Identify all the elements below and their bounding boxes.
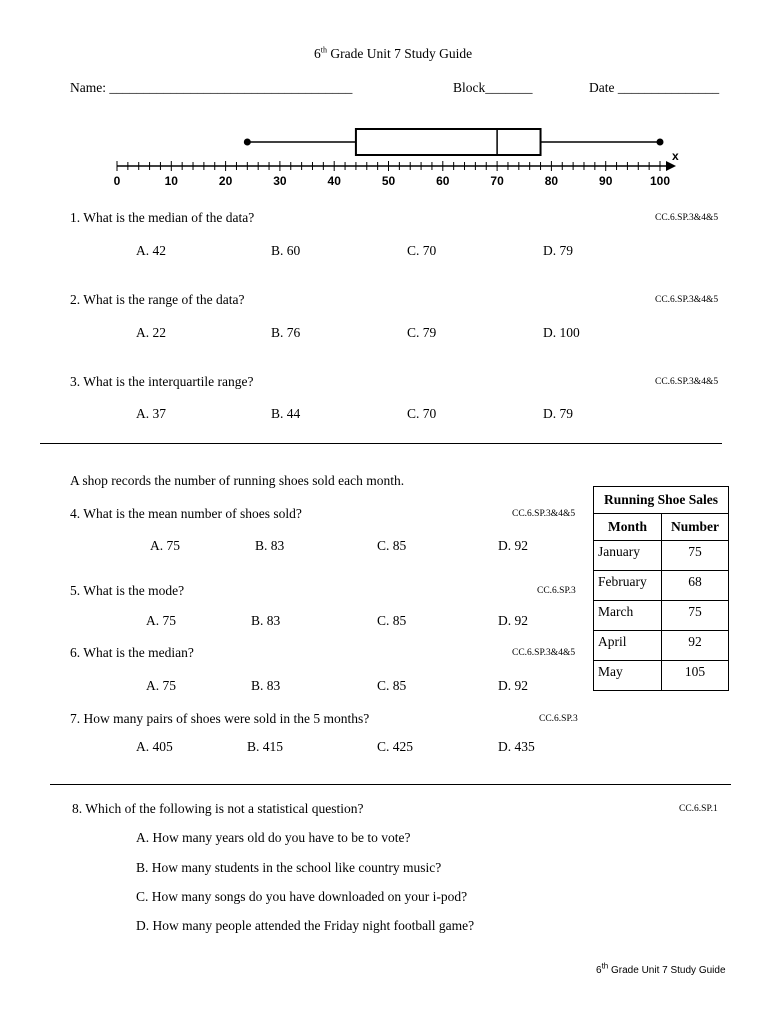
question-3	[70, 374, 253, 390]
date-field[interactable]: Date _______________	[589, 80, 720, 95]
answer-choice[interactable]: C. 79	[407, 325, 437, 340]
table-cell-month: May	[594, 661, 662, 691]
table-header-number: Number	[662, 514, 729, 541]
tick-label: 60	[436, 174, 450, 188]
box-plot-axis	[114, 161, 676, 188]
block-field[interactable]: Block_______	[453, 80, 533, 95]
choice-text: How many years old do you have to be to vote?	[152, 830, 411, 845]
answer-choice[interactable]: C. 85	[377, 613, 407, 628]
question-text: What is the range of the data?	[83, 292, 245, 307]
choice-text: How many students in the school like country music?	[151, 860, 442, 875]
divider-1	[40, 443, 722, 444]
choice-text: How many people attended the Friday night football game?	[152, 918, 475, 933]
table-header-month: Month	[594, 514, 662, 541]
divider-2	[50, 784, 731, 785]
question-text: What is the mean number of shoes sold?	[83, 506, 302, 521]
footer-sup: th	[601, 961, 609, 971]
answer-choice[interactable]: A. 75	[150, 538, 180, 553]
answer-choice[interactable]: D. 92	[498, 538, 528, 553]
question-text: What is the median?	[83, 645, 194, 660]
tick-label: 50	[381, 174, 396, 188]
answer-choice[interactable]: A. 37	[136, 406, 166, 421]
answer-choice[interactable]: D. 79	[543, 406, 573, 421]
question-8	[72, 801, 363, 817]
tick-label: 80	[544, 174, 559, 188]
answer-choice[interactable]: D. 79	[543, 243, 573, 258]
answer-choice[interactable]: D. 92	[498, 613, 528, 628]
choice-letter: A.	[136, 830, 150, 845]
answer-choice[interactable]: A. 75	[146, 678, 176, 693]
box-plot-box	[244, 129, 664, 155]
answer-choice[interactable]: C. 70	[407, 406, 437, 421]
question-number: 5.	[70, 583, 81, 598]
answer-choice[interactable]: A. 22	[136, 325, 166, 340]
table-row	[594, 601, 729, 631]
question-5	[70, 583, 184, 599]
footer-text: Grade Unit 7 Study Guide	[608, 965, 726, 976]
question-2	[70, 292, 244, 308]
answer-choice[interactable]: B. 76	[271, 325, 301, 340]
table-cell-number: 68	[662, 571, 729, 601]
tick-label: 40	[327, 174, 341, 188]
answer-choice[interactable]: A. 75	[146, 613, 176, 628]
answer-choice[interactable]: D. 92	[498, 678, 528, 693]
question-7	[70, 711, 369, 727]
question-text: Which of the following is not a statistical question?	[85, 801, 364, 816]
table-row	[594, 571, 729, 601]
question-number: 7.	[70, 711, 81, 726]
answer-choice[interactable]: B. 83	[251, 678, 281, 693]
answer-choice[interactable]	[136, 830, 410, 846]
tick-label: 70	[490, 174, 504, 188]
tick-label: 30	[273, 174, 287, 188]
footer-grade: 6	[596, 965, 602, 976]
title-grade: 6	[314, 46, 321, 61]
answer-choice[interactable]: C. 85	[377, 538, 407, 553]
answer-choice[interactable]: A. 42	[136, 243, 166, 258]
question-text: How many pairs of shoes were sold in the 5 months?	[83, 711, 370, 726]
question-text: What is the interquartile range?	[83, 374, 254, 389]
tick-label: 10	[164, 174, 178, 188]
standard-code: CC.6.SP.3&4&5	[655, 295, 719, 305]
answer-choice[interactable]: B. 44	[271, 406, 301, 421]
table-cell-number: 92	[662, 631, 729, 661]
answer-choice[interactable]	[136, 889, 467, 905]
iqr-box	[356, 129, 541, 155]
standard-code: CC.6.SP.3&4&5	[655, 377, 719, 387]
table-cell-number: 105	[662, 661, 729, 691]
standard-code: CC.6.SP.3&4&5	[655, 213, 719, 223]
tick-label: 90	[599, 174, 613, 188]
answer-choice[interactable]: C. 425	[377, 739, 414, 754]
choice-letter: C.	[136, 889, 149, 904]
tick-label: 20	[218, 174, 233, 188]
section2-intro: A shop records the number of running shoes sold each month.	[70, 473, 405, 488]
page-title	[314, 46, 472, 62]
answer-choice[interactable]: C. 85	[377, 678, 407, 693]
answer-choice[interactable]: B. 60	[271, 243, 301, 258]
answer-choice[interactable]	[136, 860, 441, 876]
standard-code: CC.6.SP.1	[679, 804, 718, 814]
standard-code: CC.6.SP.3	[537, 586, 576, 596]
answer-choice[interactable]: A. 405	[136, 739, 173, 754]
running-shoe-sales-table	[593, 486, 729, 691]
table-cell-month: January	[594, 541, 662, 571]
table-cell-month: February	[594, 571, 662, 601]
question-number: 1.	[70, 210, 81, 225]
answer-choice[interactable]: B. 83	[251, 613, 281, 628]
box-plot	[100, 120, 700, 195]
name-field[interactable]: Name: ____________________________________	[70, 80, 353, 95]
standard-code: CC.6.SP.3&4&5	[512, 509, 576, 519]
question-4	[70, 506, 302, 522]
question-text: What is the median of the data?	[83, 210, 255, 225]
title-text: Grade Unit 7 Study Guide	[326, 46, 473, 61]
table-cell-number: 75	[662, 601, 729, 631]
question-number: 3.	[70, 374, 81, 389]
table-row	[594, 661, 729, 691]
answer-choice[interactable]: B. 415	[247, 739, 284, 754]
tick-label: 100	[649, 174, 671, 188]
table-cell-month: March	[594, 601, 662, 631]
table-title: Running Shoe Sales	[594, 487, 729, 514]
choice-text: How many songs do you have downloaded on your i-pod?	[151, 889, 468, 904]
answer-choice[interactable]: C. 70	[407, 243, 437, 258]
min-point	[244, 139, 251, 146]
table-row	[594, 541, 729, 571]
question-1	[70, 210, 254, 226]
question-number: 4.	[70, 506, 81, 521]
standard-code: CC.6.SP.3&4&5	[512, 648, 576, 658]
question-number: 6.	[70, 645, 81, 660]
answer-choice[interactable]: D. 435	[498, 739, 535, 754]
answer-choice[interactable]: B. 83	[255, 538, 285, 553]
choice-letter: B.	[136, 860, 149, 875]
tick-label: 0	[113, 174, 121, 188]
standard-code: CC.6.SP.3	[539, 714, 578, 724]
table-cell-month: April	[594, 631, 662, 661]
axis-label-x: x	[672, 149, 679, 163]
answer-choice[interactable]	[136, 918, 474, 934]
page-footer	[596, 961, 726, 976]
question-number: 2.	[70, 292, 81, 307]
answer-choice[interactable]: D. 100	[543, 325, 580, 340]
choice-letter: D.	[136, 918, 150, 933]
question-6	[70, 645, 194, 661]
question-text: What is the mode?	[83, 583, 185, 598]
title-sup: th	[320, 45, 327, 55]
table-row	[594, 631, 729, 661]
max-point	[657, 139, 664, 146]
table-cell-number: 75	[662, 541, 729, 571]
question-number: 8.	[72, 801, 83, 816]
